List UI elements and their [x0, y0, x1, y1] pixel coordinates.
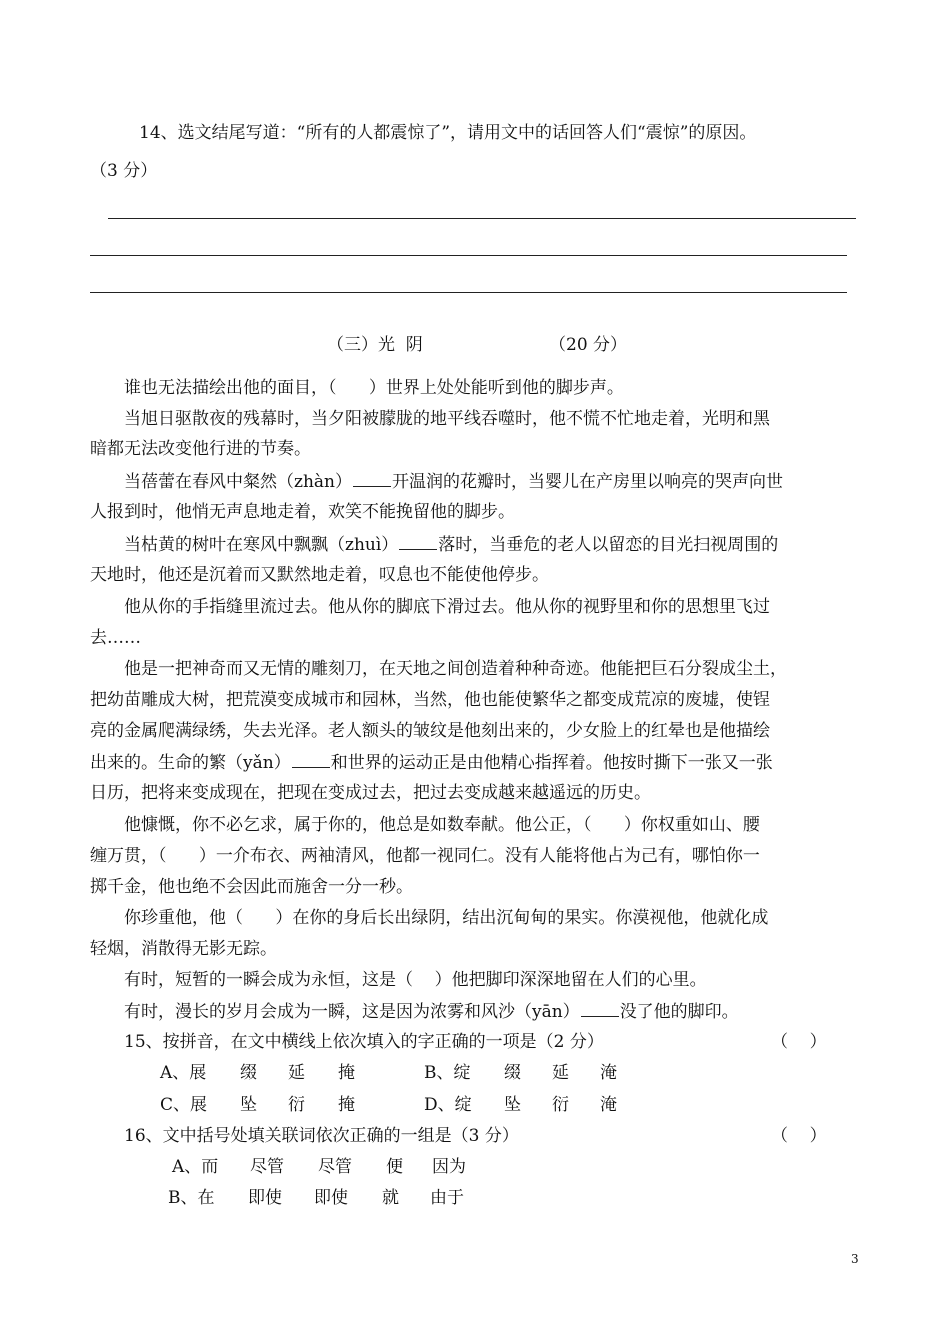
answer-line-1 [108, 218, 856, 219]
passage-p6-line3: 亮的金属爬满绿绣，失去光泽。老人额头的皱纹是他刻出来的，少女脸上的红晕也是他描绘 [90, 721, 770, 741]
q16-b-5: 由于 [430, 1188, 464, 1208]
fill-blank-3 [292, 751, 330, 768]
q15-a-3: 延 [288, 1063, 305, 1083]
section-score: （20 分） [549, 335, 628, 355]
p10-text-after: 没了他的脚印。 [619, 1002, 739, 1022]
q15-c-1: C、展 [160, 1095, 208, 1115]
q15-b-3: 延 [552, 1063, 569, 1083]
p6-text-after: 和世界的运动正是由他精心指挥着。他按时撕下一张又一张 [330, 753, 773, 773]
passage-p6-line4 [90, 751, 773, 774]
q16-b-4: 就 [382, 1188, 399, 1208]
passage-p1: 谁也无法描绘出他的面目，（ ）世界上处处能听到他的脚步声。 [124, 378, 624, 398]
q15-c-2: 坠 [240, 1095, 257, 1115]
fill-blank-2 [399, 533, 437, 550]
q15-c-4: 掩 [338, 1095, 355, 1115]
passage-p7-line1: 他慷慨，你不必乞求，属于你的，他总是如数奉献。他公正，（ ）你权重如山、腰 [124, 815, 760, 835]
p4-text-after: 落时，当垂危的老人以留恋的目光扫视周围的 [438, 535, 779, 555]
q16-a-1: A、而 [172, 1157, 219, 1177]
passage-p2-line2: 暗都无法改变他行进的节奏。 [90, 439, 311, 459]
q16-a-4: 便 [386, 1157, 403, 1177]
q15-b-4: 淹 [600, 1063, 617, 1083]
fill-blank-4 [581, 1000, 619, 1017]
q16-a-2: 尽管 [250, 1157, 284, 1177]
passage-p6-line2: 把幼苗雕成大树，把荒漠变成城市和园林，当然，他也能使繁华之都变成荒凉的废墟，使锃 [90, 690, 770, 710]
q16-b-2: 即使 [248, 1188, 282, 1208]
passage-p3-line1 [124, 470, 783, 493]
p3-text-after: 开温润的花瓣时，当婴儿在产房里以响亮的哭声向世 [392, 472, 783, 492]
passage-p4-line1 [124, 533, 778, 556]
answer-line-3 [90, 292, 847, 293]
passage-p3-line2: 人报到时，他悄无声息地走着，欢笑不能挽留他的脚步。 [90, 502, 515, 522]
fill-blank-1 [353, 470, 391, 487]
passage-p8-line1: 你珍重他，他（ ）在你的身后长出绿阴，结出沉甸甸的果实。你漠视他，他就化成 [124, 908, 769, 928]
q15-a-4: 掩 [338, 1063, 355, 1083]
p6-text-before: 出来的。生命的繁（yǎn） [90, 753, 291, 773]
passage-p4-line2: 天地时，他还是沉着而又默然地走着，叹息也不能使他停步。 [90, 565, 549, 585]
page-number: 3 [851, 1252, 859, 1266]
p10-text-before: 有时，漫长的岁月会成为一瞬，这是因为浓雾和风沙（yān） [124, 1002, 580, 1022]
q15-d-1: D、绽 [424, 1095, 472, 1115]
passage-p5-line1: 他从你的手指缝里流过去。他从你的脚底下滑过去。他从你的视野里和你的思想里飞过 [124, 597, 770, 617]
passage-p7-line3: 掷千金，他也绝不会因此而施舍一分一秒。 [90, 877, 413, 897]
passage-p6-line1: 他是一把神奇而又无情的雕刻刀，在天地之间创造着种种奇迹。他能把巨石分裂成尘土， [124, 659, 787, 679]
q16-stem: 16、文中括号处填关联词依次正确的一组是（3 分） [124, 1126, 519, 1146]
q15-a-2: 缀 [240, 1063, 257, 1083]
q15-d-4: 淹 [600, 1095, 617, 1115]
passage-p9: 有时，短暂的一瞬会成为永恒，这是（ ）他把脚印深深地留在人们的心里。 [124, 970, 707, 990]
p3-text-before: 当蓓蕾在春风中粲然（zhàn） [124, 472, 352, 492]
passage-p5-line2: 去…… [90, 628, 141, 648]
passage-p2-line1: 当旭日驱散夜的残幕时，当夕阳被朦胧的地平线吞噬时，他不慌不忙地走着，光明和黑 [124, 409, 770, 429]
q15-c-3: 衍 [288, 1095, 305, 1115]
p4-text-before: 当枯黄的树叶在寒风中飘飘（zhuì） [124, 535, 399, 555]
q16-answer-bracket[interactable]: （ ） [771, 1126, 827, 1146]
q16-b-3: 即使 [314, 1188, 348, 1208]
q14-score: （3 分） [90, 161, 158, 181]
passage-p6-line5: 日历，把将来变成现在，把现在变成过去，把过去变成越来越遥远的历史。 [90, 783, 651, 803]
q16-b-1: B、在 [168, 1188, 215, 1208]
q15-stem: 15、按拼音，在文中横线上依次填入的字正确的一项是（2 分） [124, 1032, 604, 1052]
q14-line1: 14、选文结尾写道：“所有的人都震惊了”，请用文中的话回答人们“震惊”的原因。 [139, 123, 757, 143]
section-title: （三）光 阴 [327, 335, 423, 355]
passage-p8-line2: 轻烟，消散得无影无踪。 [90, 939, 277, 959]
q15-a-1: A、展 [160, 1063, 207, 1083]
passage-p7-line2: 缠万贯，（ ）一介布衣、两袖清风，他都一视同仁。没有人能将他占为己有，哪怕你一 [90, 846, 760, 866]
answer-line-2 [90, 255, 847, 256]
q15-b-1: B、绽 [424, 1063, 471, 1083]
q15-b-2: 缀 [504, 1063, 521, 1083]
q16-a-3: 尽管 [318, 1157, 352, 1177]
q15-answer-bracket[interactable]: （ ） [771, 1032, 827, 1052]
passage-p10 [124, 1000, 739, 1023]
q16-a-5: 因为 [432, 1157, 466, 1177]
q15-d-2: 坠 [504, 1095, 521, 1115]
q15-d-3: 衍 [552, 1095, 569, 1115]
